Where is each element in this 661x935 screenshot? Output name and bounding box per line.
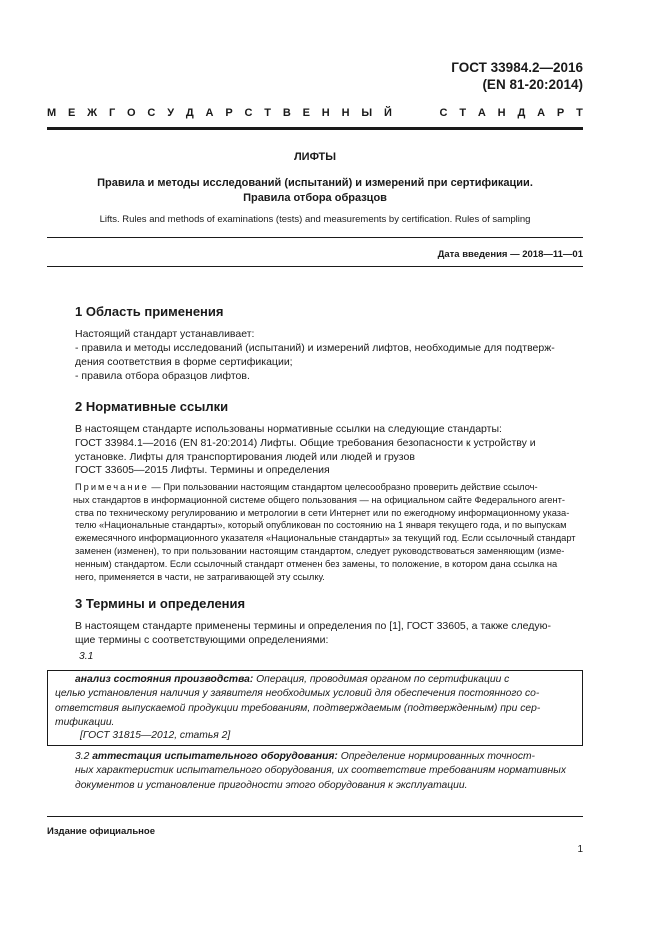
text-line: тификации. bbox=[55, 717, 115, 729]
banner-letter: О bbox=[127, 107, 136, 119]
banner-letter: У bbox=[167, 107, 175, 119]
banner-letter: Т bbox=[459, 107, 467, 119]
banner-letter: Д bbox=[185, 107, 194, 119]
text-line bbox=[75, 481, 583, 494]
section-heading: 2 Нормативные ссылки bbox=[75, 399, 229, 414]
official-edition-label: Издание официальное bbox=[47, 826, 155, 837]
banner-letter: Д bbox=[517, 107, 526, 119]
banner-letter: А bbox=[205, 107, 214, 119]
paragraph: В настоящем стандарте использованы нормативные ссылки на следующие стандарты: bbox=[75, 423, 502, 435]
banner-letter: А bbox=[537, 107, 546, 119]
banner-letter: В bbox=[282, 107, 291, 119]
text-line bbox=[75, 750, 583, 764]
paragraph: - правила отбора образцов лифтов. bbox=[75, 370, 250, 382]
text-line: ства по техническому регулированию и метрологии в сети Интернет или по ежегодному информационному указа- bbox=[75, 507, 570, 518]
paragraph: Настоящий стандарт устанавливает: bbox=[75, 328, 255, 340]
banner-letter: С bbox=[439, 107, 448, 119]
interstate-standard-banner bbox=[47, 107, 583, 119]
subtitle-line: Правила отбора образцов bbox=[243, 192, 387, 204]
banner-letter: Т bbox=[576, 107, 583, 119]
text-line: ГОСТ 33984.1—2016 (EN 81-20:2014) Лифты. Общие требования безопасности к устройству и bbox=[75, 437, 536, 449]
text-line: щие термины с соответствующими определениями: bbox=[75, 634, 329, 647]
divider bbox=[47, 237, 583, 238]
text-line: телю «Национальные стандарты», который опубликован по состоянию на 1 января текущего года, и по выпускам bbox=[75, 520, 567, 531]
document-title: ЛИФТЫ bbox=[293, 151, 337, 163]
note-text: — При пользовании настоящим стандартом целесообразно проверить действие ссылоч- bbox=[148, 482, 538, 492]
source-reference: [ГОСТ 31815—2012, статья 2] bbox=[80, 730, 231, 741]
term: анализ состояния производства: bbox=[75, 674, 254, 685]
text-line: В настоящем стандарте применены термины и определения по [1], ГОСТ 33605, а также следую- bbox=[75, 620, 552, 632]
definition: Операция, проводимая органом по сертификации с bbox=[253, 674, 510, 685]
banner-letter: Е bbox=[302, 107, 310, 119]
english-title: Lifts. Rules and methods of examinations (tests) and measurements by certification. Rules of sampling bbox=[99, 214, 531, 225]
definition-paragraph bbox=[75, 750, 583, 793]
standard-code: ГОСТ 33984.2—2016 bbox=[451, 60, 583, 75]
text-line bbox=[55, 673, 573, 687]
definition-text bbox=[55, 673, 573, 731]
term: аттестация испытательного оборудования: bbox=[92, 751, 338, 762]
text-line: документов и установление пригодности этого оборудования к эксплуатации. bbox=[75, 779, 468, 791]
paragraph bbox=[75, 436, 583, 465]
banner-letter: Н bbox=[497, 107, 506, 119]
text-line: ненным) стандартом. Если ссылочный стандарт отменен без замены, то положение, в котором дана ссылка на bbox=[75, 558, 558, 569]
text-line: целью установления наличия у заявителя необходимых условий для обеспечения постоянного со- bbox=[55, 688, 540, 700]
text-line: заменен (изменен), то при пользовании настоящим стандартом, следует руководствоваться заменяющим (изме- bbox=[75, 545, 565, 556]
section-heading: 3 Термины и определения bbox=[75, 596, 246, 611]
term-number: 3.1 bbox=[79, 651, 94, 662]
banner-letter: С bbox=[244, 107, 253, 119]
banner-gap bbox=[404, 107, 428, 119]
banner-letter: Й bbox=[383, 107, 392, 119]
banner-letter: Е bbox=[68, 107, 76, 119]
banner-letter: Н bbox=[341, 107, 350, 119]
section-heading: 1 Область применения bbox=[75, 304, 224, 319]
banner-letter: Н bbox=[321, 107, 330, 119]
banner-letter: Ж bbox=[87, 107, 98, 119]
footer-rule bbox=[47, 816, 583, 817]
banner-letter: А bbox=[477, 107, 486, 119]
banner-letter: М bbox=[47, 107, 57, 119]
document-subtitle bbox=[47, 176, 583, 206]
introduction-date: Дата введения — 2018—11—01 bbox=[437, 249, 583, 260]
text-line: ных характеристик испытательного оборудования, их соответствие требованиям нормативных bbox=[75, 765, 567, 777]
banner-letter: С bbox=[147, 107, 156, 119]
banner-letter: Т bbox=[264, 107, 272, 119]
subtitle-line: Правила и методы исследований (испытаний) и измерений при сертификации. bbox=[97, 177, 533, 189]
text-line: ежемесячного информационного указателя «Национальные стандарты» за текущий год. Если ссылочный стандарт bbox=[75, 533, 576, 544]
page-number: 1 bbox=[577, 844, 583, 855]
divider bbox=[47, 266, 583, 267]
banner-letter: Ы bbox=[361, 107, 373, 119]
standard-code-en: (EN 81-20:2014) bbox=[482, 77, 583, 92]
term-number: 3.2 bbox=[75, 751, 93, 762]
text-line: дения соответствия в форме сертификации; bbox=[75, 356, 293, 369]
paragraph bbox=[75, 341, 583, 370]
note-block bbox=[75, 481, 583, 583]
banner-letter: Г bbox=[108, 107, 116, 119]
note-label: Примечание bbox=[75, 482, 149, 492]
text-line: ных стандартов в информационной системе общего пользования — на официальном сайте Федерального агент- bbox=[73, 494, 565, 505]
text-line: - правила и методы исследований (испытаний) и измерений лифтов, необходимые для подтверж- bbox=[75, 342, 555, 354]
text-line: него, применяется в части, не затрагивающей эту ссылку. bbox=[75, 571, 325, 582]
text-line: установке. Лифты для транспортирования людей или людей и грузов bbox=[75, 451, 415, 464]
paragraph: ГОСТ 33605—2015 Лифты. Термины и определения bbox=[75, 464, 330, 476]
banner-letter: Р bbox=[225, 107, 233, 119]
definition: Определение нормированных точност- bbox=[337, 751, 535, 762]
paragraph bbox=[75, 619, 583, 648]
text-line: ответствия выпускаемой продукции требованиям, подтверждаемым (подтвержденным) при сер- bbox=[55, 702, 541, 714]
banner-letter: Р bbox=[556, 107, 565, 119]
header-rule bbox=[47, 127, 583, 130]
